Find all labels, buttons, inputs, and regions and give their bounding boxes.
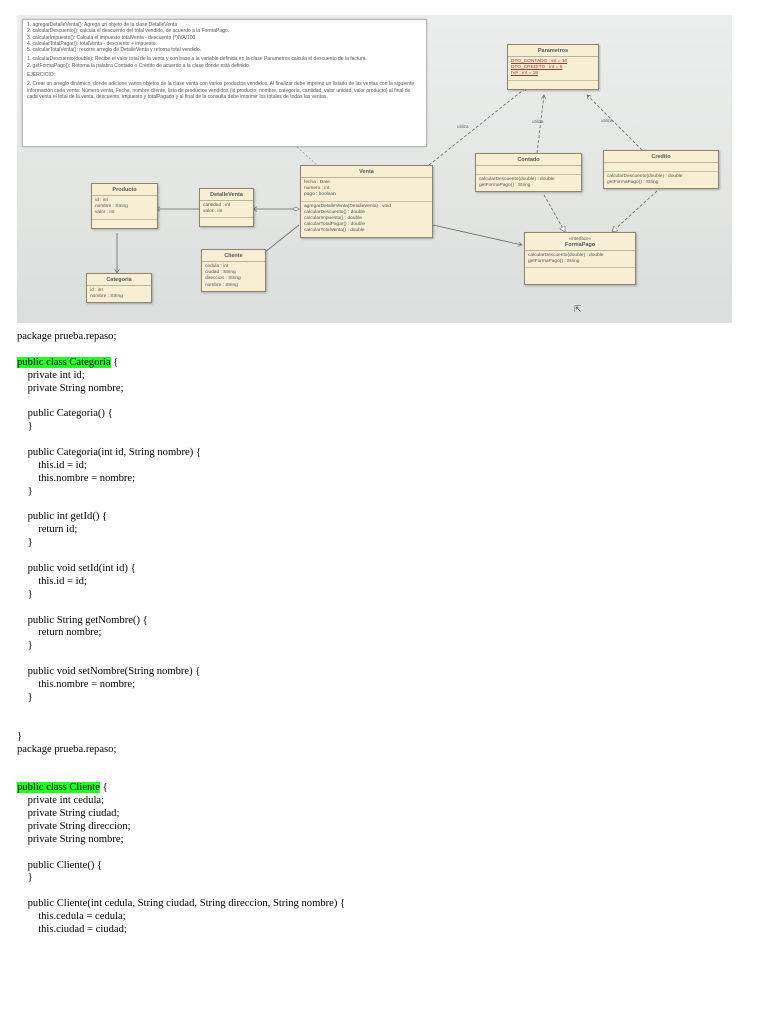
attr-nombre: nombre : String <box>90 294 123 300</box>
class-venta <box>300 165 433 238</box>
attr-nombre: nombre : String <box>205 282 238 288</box>
code-text: private String nombre; <box>17 382 124 394</box>
method-calculardescuento: calcularDescuento(double) : double <box>528 253 604 258</box>
code-line <box>17 924 717 937</box>
utiliza-label-1: utiliza <box>457 124 469 129</box>
code-line <box>17 460 717 473</box>
class-attributes <box>604 163 718 172</box>
code-line <box>17 795 717 808</box>
class-extra <box>525 268 635 284</box>
code-line <box>17 847 717 860</box>
class-title: DetalleVenta <box>200 189 253 201</box>
class-title: Categoria <box>87 274 151 286</box>
code-text: public String getNombre() { <box>17 614 148 626</box>
code-line <box>17 486 717 499</box>
method-getformapago: getFormaPago() : String <box>479 183 531 189</box>
credito-formapago-link <box>612 191 657 232</box>
code-line <box>17 834 717 847</box>
code-line <box>17 808 717 821</box>
code-line <box>17 563 717 576</box>
code-text: this.ciudad = ciudad; <box>17 923 127 935</box>
code-text: } <box>17 485 33 497</box>
attr-dto-credito: DTO_CREDITO : int = 5 <box>511 65 563 71</box>
class-title: Producto <box>92 184 157 196</box>
code-text: package prueba.repaso; <box>17 743 117 755</box>
attr-pago: pago : boolean <box>304 192 336 198</box>
code-line <box>17 370 717 383</box>
highlighted-class-declaration: public class Cliente <box>17 782 100 794</box>
mouse-cursor-icon: ⇱ <box>574 305 582 315</box>
code-line <box>17 679 717 692</box>
class-attributes <box>87 286 151 302</box>
class-title <box>525 233 635 251</box>
code-text: this.nombre = nombre; <box>17 679 136 691</box>
code-line <box>17 898 717 911</box>
code-line <box>17 705 717 718</box>
code-text: private String nombre; <box>17 833 124 845</box>
class-methods <box>92 220 157 228</box>
code-line <box>17 731 717 744</box>
class-attributes <box>202 262 265 291</box>
highlighted-class-declaration: public class Categoria <box>17 356 111 368</box>
class-attributes <box>92 196 157 220</box>
code-text: public Categoria() { <box>17 408 113 420</box>
class-title: Contado <box>476 154 581 166</box>
code-text: public Cliente() { <box>17 859 103 871</box>
notes-heading: EJERCICIO: <box>27 72 56 79</box>
code-line <box>17 640 717 653</box>
code-line <box>17 602 717 615</box>
code-line <box>17 744 717 757</box>
code-text: } <box>17 421 33 433</box>
class-methods <box>476 175 581 191</box>
code-text: private String ciudad; <box>17 807 120 819</box>
class-methods <box>508 81 598 89</box>
code-line <box>17 576 717 589</box>
attr-id: id : int <box>95 198 108 203</box>
attr-cantidad: cantidad : int <box>203 203 231 208</box>
code-line <box>17 821 717 834</box>
code-line <box>17 627 717 640</box>
code-text: package prueba.repaso; <box>17 331 117 342</box>
code-text: return id; <box>17 524 78 536</box>
class-title: Cliente <box>202 250 265 262</box>
class-attributes <box>301 178 432 202</box>
code-line <box>17 666 717 679</box>
notes-venta-link <box>297 147 317 165</box>
code-line <box>17 421 717 434</box>
attr-fecha: fecha : Date <box>304 180 330 185</box>
class-methods <box>604 172 718 188</box>
code-line <box>17 885 717 898</box>
code-text: public void setId(int id) { <box>17 563 136 575</box>
method-calculartotalpagar: calcularTotalPagar() : double <box>304 222 366 228</box>
notes-paragraph-1: 1. agregarDetalleVenta(): Agrega un objeto de la clase DetalleVenta 2. calcularDescuento(): calcula el descuento del total vendido, de acuerdo a la FormaPago. 3. calcularImpuesto(): Calcula el impuesto totalVenta - descuento (*)IVA/100 4. calcularTotalPagar(): totalVenta - descuento + impuesto. 5. calcularTotalVenta(): recorre arreglo de DetalleVenta y retorna total vendido. <box>27 22 230 54</box>
interface-name: FormaPago <box>564 242 596 248</box>
code-text: private int cedula; <box>17 795 105 807</box>
uml-diagram-screenshot <box>17 15 732 323</box>
code-text: } <box>17 537 33 549</box>
class-methods <box>525 251 635 268</box>
code-line <box>17 447 717 460</box>
method-calculardescuento: calcularDescuento(double) : double <box>479 177 555 182</box>
attr-valor: valor : int <box>203 209 223 215</box>
code-line <box>17 383 717 396</box>
code-line <box>17 769 717 782</box>
attr-direccion: direccion : String <box>205 276 241 282</box>
code-text: } <box>17 588 33 600</box>
class-attributes <box>476 166 581 175</box>
class-credito <box>603 150 719 189</box>
attr-id: id : int <box>90 288 103 293</box>
code-line <box>17 872 717 885</box>
code-text: } <box>17 691 33 703</box>
code-text: return nombre; <box>17 627 102 639</box>
method-getformapago: getFormaPago() : String <box>528 259 580 265</box>
code-text: public int getId() { <box>17 511 108 523</box>
code-text: } <box>17 872 33 884</box>
code-text: } <box>17 730 23 742</box>
code-line <box>17 782 717 795</box>
code-line <box>17 331 717 344</box>
method-calculardescuento: calcularDescuento(double) : double <box>607 174 683 179</box>
code-line <box>17 718 717 731</box>
class-categoria <box>86 273 152 303</box>
code-line <box>17 344 717 357</box>
code-text: this.id = id; <box>17 459 87 471</box>
attr-numero: numero : int <box>304 186 330 192</box>
code-line <box>17 692 717 705</box>
code-line <box>17 860 717 873</box>
attr-ciudad: ciudad : String <box>205 270 236 276</box>
code-text: public Cliente(int cedula, String ciudad, String direccion, String nombre) { <box>17 898 346 910</box>
code-line <box>17 434 717 447</box>
code-text: { <box>110 356 119 368</box>
code-line <box>17 653 717 666</box>
code-text: this.nombre = nombre; <box>17 472 136 484</box>
code-text: private int id; <box>17 369 85 381</box>
class-methods <box>301 202 432 237</box>
code-line <box>17 357 717 370</box>
method-calcularimpuesto: calcularImpuesto() : double <box>304 216 362 222</box>
code-line <box>17 615 717 628</box>
class-contado <box>475 153 582 192</box>
java-source-code <box>17 331 717 937</box>
code-line <box>17 499 717 512</box>
code-line <box>17 524 717 537</box>
credito-parametros-link <box>587 95 642 150</box>
venta-formapago-link <box>433 225 522 245</box>
interface-formapago <box>524 232 636 285</box>
code-line <box>17 395 717 408</box>
code-line <box>17 550 717 563</box>
code-line <box>17 589 717 602</box>
method-calculardescuento: calcularDescuento() : double <box>304 209 366 215</box>
attr-cedula: cedula : int <box>205 264 229 269</box>
utiliza-label-2: utiliza <box>532 119 544 124</box>
notes-paragraph-2: 1. calcularDescuento(double): Recibe el valor total de la venta y con base a la variable definida en la clase Parametros calcula el descuento de la factura. 2. getFormaPago(): Retorna la palabra Contado o Crédito de acuerdo a la clase donde está definido. <box>27 56 367 69</box>
code-line <box>17 511 717 524</box>
method-agregardetalleventa: agregarDetalleVenta(DetalleVenta) : void <box>304 203 391 209</box>
code-text: public Categoria(int id, String nombre) { <box>17 447 201 459</box>
class-producto <box>91 183 158 229</box>
attr-dto-contado: DTO_CONTADO : int = 10 <box>511 59 568 64</box>
code-text: public void setNombre(String nombre) { <box>17 666 201 678</box>
method-getformapago: getFormaPago() : String <box>607 180 659 186</box>
code-line <box>17 911 717 924</box>
class-cliente <box>201 249 266 292</box>
contado-parametros-link <box>537 95 544 153</box>
notes-paragraph-3: 2. Crear un arreglo dinámico, donde adicione varios objetos de la clase venta con varios productos vendidos. Al finalizar debe imprimir un listado de las ventas con la siguiente información cada venta: Número venta, Fecha, nombre cliente, lista de productos vendidos (id producto, nombre, categoría, cantidad, valor unidad, valor producto) al final de cada venta el total de la venta, descuento, impuesto y totalPagado y al final de la consulta debe imprimir los totales de todas las ventas. <box>27 81 415 100</box>
attr-nombre: nombre : String <box>95 204 128 210</box>
code-line <box>17 537 717 550</box>
code-text: this.cedula = cedula; <box>17 911 126 923</box>
attr-valor: valor : int <box>95 210 115 216</box>
code-text: { <box>99 782 108 794</box>
utiliza-label-3: utiliza <box>601 118 613 123</box>
code-text: private String direccion; <box>17 820 131 832</box>
class-detalleventa <box>199 188 254 227</box>
class-attributes <box>200 201 253 218</box>
attr-iva: IVA : int = 19 <box>511 71 538 77</box>
method-calculartotalventa: calcularTotalVenta() : double <box>304 228 365 234</box>
contado-formapago-link <box>544 195 565 232</box>
class-methods <box>200 218 253 226</box>
code-line <box>17 408 717 421</box>
code-line <box>17 756 717 769</box>
class-title: Credito <box>604 151 718 163</box>
code-text: } <box>17 640 33 652</box>
class-parametros <box>507 44 599 90</box>
interface-stereotype: «interface» <box>568 236 592 241</box>
class-title: Parametros <box>508 45 598 57</box>
code-text: this.id = id; <box>17 575 87 587</box>
class-title: Venta <box>301 166 432 178</box>
class-attributes <box>508 57 598 81</box>
code-line <box>17 473 717 486</box>
